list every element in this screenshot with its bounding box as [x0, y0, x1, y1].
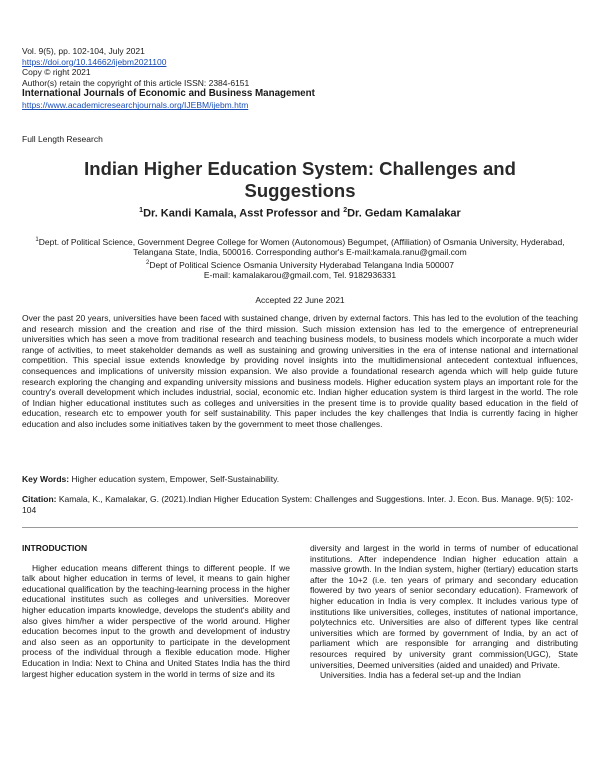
- copyright-line: Copy © right 2021: [22, 67, 91, 78]
- citation: [22, 494, 578, 516]
- retain-line: Author(s) retain the copyright of this article ISSN: 2384-6151: [22, 77, 250, 88]
- author2-sup: 2: [343, 207, 348, 214]
- introduction-heading: INTRODUCTION: [22, 543, 88, 553]
- intro-paragraph-left: Higher education means different things to different people. If we talk about higher education in terms of level, it means to gain higher educational qualification by the teaching-learning process in the higher educational institutes such as colleges and universities. Moreover higher education imparts knowledge, develops the student's ability and also gives him/her a wider perspective of the world around. Higher education becomes input to the growth and development of industry and also seen as an opportunity to participate in the development process of the individual through a flexible education mode. Higher Education in India: Next to China and United States India has the third largest higher education system in the world in terms of size and its: [22, 562, 290, 679]
- affiliation-email: E-mail: kamalakarou@gmail.com, Tel. 9182936331: [203, 270, 397, 281]
- journal-url-link[interactable]: https://www.academicresearchjournals.org/IJEBM/ijebm.htm: [22, 100, 249, 111]
- keywords-text: Higher education system, Empower, Self-Sustainability.: [69, 474, 280, 484]
- abstract: Over the past 20 years, universities have been faced with sustained change, driven by external factors. This has led to the evolution of the teaching and research mission and the creation and rise of the third mission. Such mission extension has led to the emergence of entrepreneurial universities which has seen a move from traditional research and teaching business models, to business models which incorporate a much wider range of activities, to meet stakeholder demands as well as sustaining and growing universities in the era of intense national and international competition. This special issue extends knowledge by providing novel insights into the multidimensional antecedent contextual influences, consequences and implications of university mission expansion. We also provide a foundational research agenda which will help guide future research exploring the changing and expanding university missions and business models. Higher education system plays an important role for the country's overall development which includes industrial, social, economic etc. Indian higher education system is third largest in the world. The role of Indian higher educational institutes such as colleges and universities in the present time is to provide quality based education in the field of education, research etc to empower youth for self sustainability. This paper includes the key challenges that India is currently facing in higher education and also includes some initiatives taken by the government to meet those challenges.: [22, 313, 578, 429]
- volume-line: Vol. 9(5), pp. 102-104, July 2021: [22, 46, 145, 56]
- affiliation-2: [22, 258, 578, 270]
- intro-paragraph-right: diversity and largest in the world in terms of number of educational institutions. After independence Indian higher education attain a massive growth. In the Indian system, higher (tertiary) education starts after the 10+2 (i.e. ten years of primary and secondary education flowered by two years of senior secondary education). Framework of higher education in India is very complex. It includes various type of institutions like universities, colleges, institutes of national importance, polytechnics etc. Universities are also of different types like central universities which are formed by government of India, by an act of parliament which are responsible for arranging and distributing resources required by university grant commission(UGC), State universities, Deemed universities (aided and unaided) and Private.: [310, 543, 578, 670]
- author1: Dr. Kandi Kamala, Asst Professor and: [143, 207, 344, 220]
- affiliation-1: [22, 235, 578, 258]
- affiliations: [22, 235, 578, 281]
- affil2-sup: 2: [146, 260, 150, 267]
- left-column: [22, 543, 290, 679]
- paper-title: Indian Higher Education System: Challenges and Suggestions: [84, 158, 516, 201]
- header-metadata: [22, 46, 562, 111]
- keywords-label: Key Words:: [22, 474, 70, 484]
- author-line: [22, 207, 578, 220]
- citation-text: Kamala, K., Kamalakar, G. (2021).Indian Higher Education System: Challenges and Suggestions. Inter. J. Econ. Bus. Manage. 9(5): 102-104: [22, 494, 574, 515]
- section-divider: [22, 527, 578, 528]
- doi-link[interactable]: https://doi.org/10.14662/ijebm2021100: [22, 56, 167, 67]
- affil1-text: Dept. of Political Science, Government Degree College for Women (Autonomous) Begumpet, (Affiliation) of Osmania University, Hyderabad, Telangana State, India, 500016. Corresponding author's E-mail:kamala.ranu@gmail.com: [38, 236, 565, 258]
- right-column: [310, 543, 578, 681]
- affil2-text: Dept of Political Science Osmania University Hyderabad Telangana India 500007: [149, 259, 454, 270]
- intro-paragraph-right-last: Universities. India has a federal set-up and the Indian: [320, 670, 521, 681]
- author1-sup: 1: [139, 207, 144, 214]
- keywords: [22, 474, 578, 484]
- journal-name: International Journals of Economic and Business Management: [22, 88, 315, 100]
- paper-type: Full Length Research: [22, 134, 103, 144]
- citation-label: Citation:: [22, 494, 57, 504]
- accepted-date: Accepted 22 June 2021: [255, 295, 345, 305]
- author2: Dr. Gedam Kamalakar: [347, 207, 461, 220]
- affil1-sup: 1: [35, 237, 39, 243]
